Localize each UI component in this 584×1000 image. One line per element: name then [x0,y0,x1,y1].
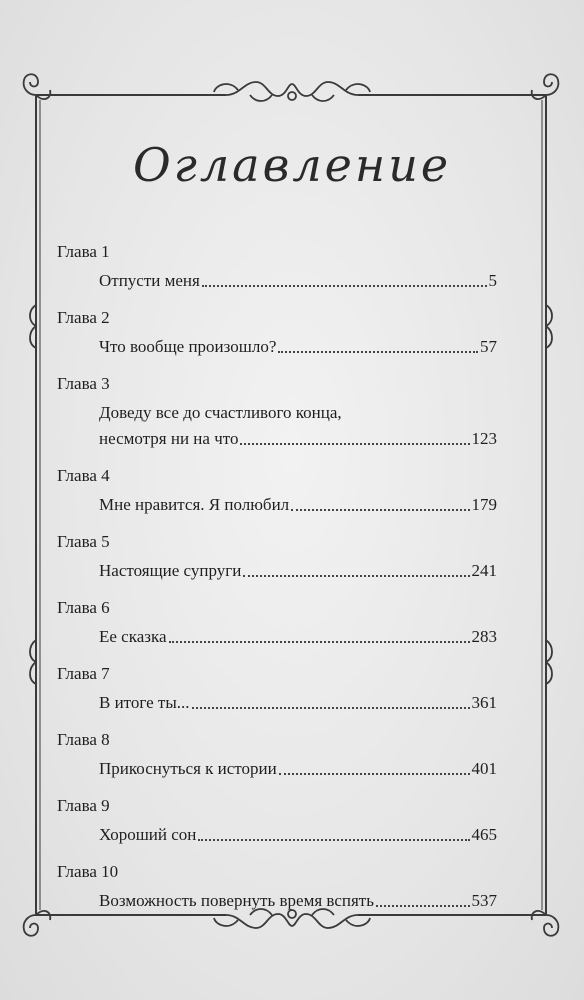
dot-leader [240,443,469,445]
toc-entry [99,756,497,782]
chapter-label: Глава 5 [57,532,110,551]
page-number: 283 [471,627,497,646]
toc-chapter-8 [57,728,497,782]
chapter-label: Глава 4 [57,466,110,485]
page-number: 537 [471,891,497,910]
entry-title: Ее сказка [99,627,167,646]
toc-entry [99,822,497,848]
dot-leader [243,575,469,577]
toc-chapter-1 [57,240,497,294]
entry-title: Прикоснуться к истории [99,759,277,778]
entry-title: Что вообще произошло? [99,337,277,356]
toc-chapter-2 [57,306,497,360]
entry-title: Отпусти меня [99,271,200,290]
dot-leader [169,641,470,643]
chapter-label: Глава 9 [57,796,110,815]
dot-leader [291,509,469,511]
toc-entry [99,690,497,716]
entry-title: Возможность повернуть время вспять [99,891,374,910]
toc-chapter-9 [57,794,497,848]
page-number: 401 [471,759,497,778]
toc-entry [99,268,497,294]
toc-chapter-5 [57,530,497,584]
chapter-label: Глава 6 [57,598,110,617]
toc-entry [99,624,497,650]
toc-entry [99,888,497,914]
dot-leader [278,351,478,353]
toc-chapter-3 [57,372,497,452]
chapter-label: Глава 3 [57,374,110,393]
chapter-label: Глава 8 [57,730,110,749]
toc-entry [99,426,497,452]
page-number: 57 [480,337,497,356]
page-number: 5 [488,271,497,290]
page-number: 465 [471,825,497,844]
toc-chapter-6 [57,596,497,650]
toc-entry [99,492,497,518]
entry-title-line-1: Доведу все до счастливого конца, [99,403,342,422]
entry-title: Мне нравится. Я полюбил [99,495,290,514]
page-title: Оглавление [132,138,452,192]
entry-title: Настоящие супруги [99,561,242,580]
dot-leader [202,285,487,287]
page-number: 179 [471,495,497,514]
chapter-label: Глава 2 [57,308,110,327]
chapter-label: Глава 7 [57,664,110,683]
entry-title: Хороший сон [99,825,197,844]
dot-leader [376,905,470,907]
toc-entry [99,334,497,360]
toc-entry [99,558,497,584]
entry-title: несмотря ни на что [99,429,239,448]
page-number: 123 [471,429,497,448]
entry-title: В итоге ты... [99,693,190,712]
dot-leader [198,839,469,841]
table-of-contents [57,240,497,926]
chapter-label: Глава 1 [57,242,110,261]
chapter-label: Глава 10 [57,862,119,881]
toc-chapter-7 [57,662,497,716]
toc-chapter-4 [57,464,497,518]
page-number: 241 [471,561,497,580]
dot-leader [192,707,470,709]
page-number: 361 [471,693,497,712]
toc-chapter-10 [57,860,497,914]
dot-leader [279,773,470,775]
